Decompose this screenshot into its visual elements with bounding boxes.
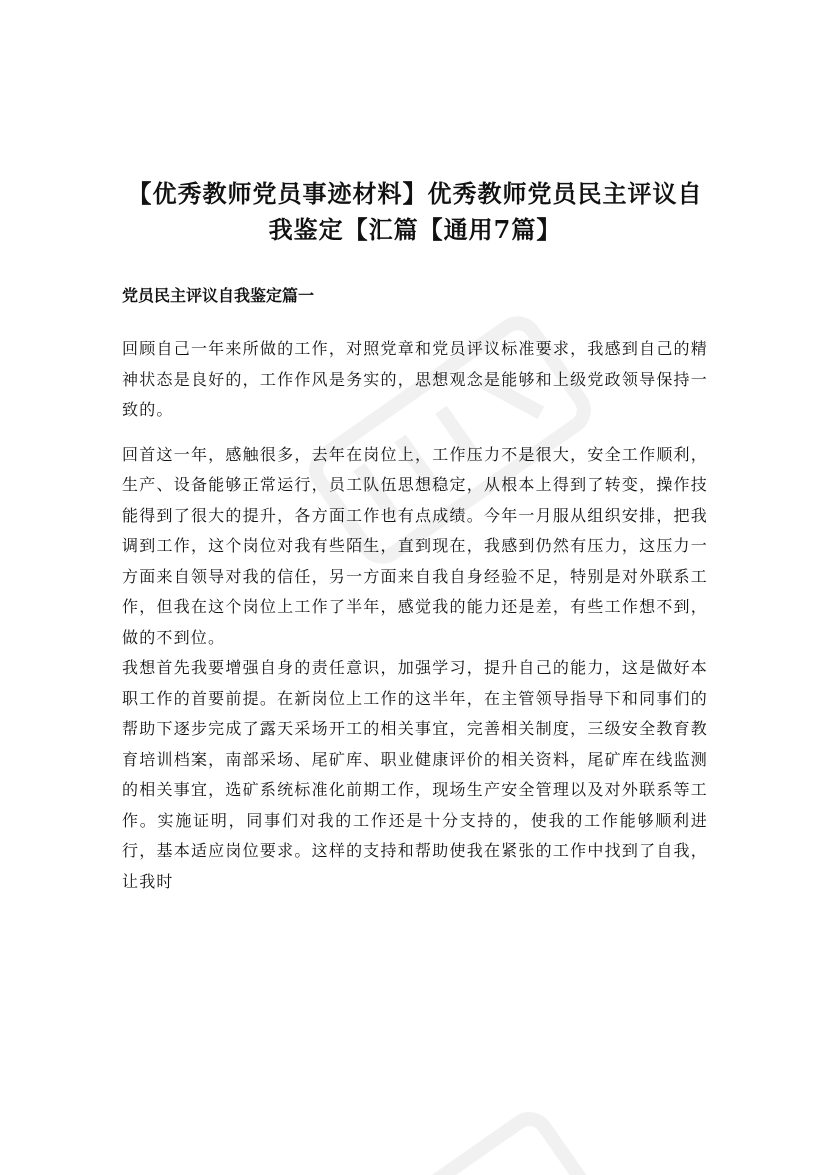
section-heading: 党员民主评议自我鉴定篇一 (122, 286, 315, 305)
body-paragraph-2: 回首这一年，感触很多，去年在岗位上，工作压力不是很大，安全工作顺利，生产、设备能够正常运行，员工队伍思想稳定，从根本上得到了转变，操作技能得到了很大的提升，各方面工作也有点成绩。今年一月服从组织安排，把我调到工作，这个岗位对我有些陌生，直到现在，我感到仍然有压力，这压力一方面来自领导对我的信任，另一方面来自我自身经验不足，特别是对外联系工作，但我在这个岗位上工作了半年，感觉我的能力还是差，有些工作想不到，做的不到位。 (122, 444, 708, 647)
watermark-logo-bottom (320, 1080, 620, 1175)
body-paragraph-1: 回顾自己一年来所做的工作，对照党章和党员评议标准要求，我感到自己的精神状态是良好的，工作作风是务实的，思想观念是能够和上级党政领导保持一致的。 (122, 339, 708, 419)
document-title: 【优秀教师党员事迹材料】优秀教师党员民主评议自我鉴定【汇篇【通用7篇】 (127, 179, 703, 244)
body-paragraph-3: 我想首先我要增强自身的责任意识，加强学习，提升自己的能力，这是做好本职工作的首要前提。在新岗位上工作的这半年，在主管领导指导下和同事们的帮助下逐步完成了露天采场开工的相关事宜，完善相关制度，三级安全教育教育培训档案，南部采场、尾矿库、职业健康评价的相关资料，尾矿库在线监测的相关事宜，选矿系统标准化前期工作，现场生产安全管理以及对外联系等工作。实施证明，同事们对我的工作还是十分支持的，使我的工作能够顺利进行，基本适应岗位要求。这样的支持和帮助使我在紧张的工作中找到了自我，让我时 (122, 658, 708, 891)
